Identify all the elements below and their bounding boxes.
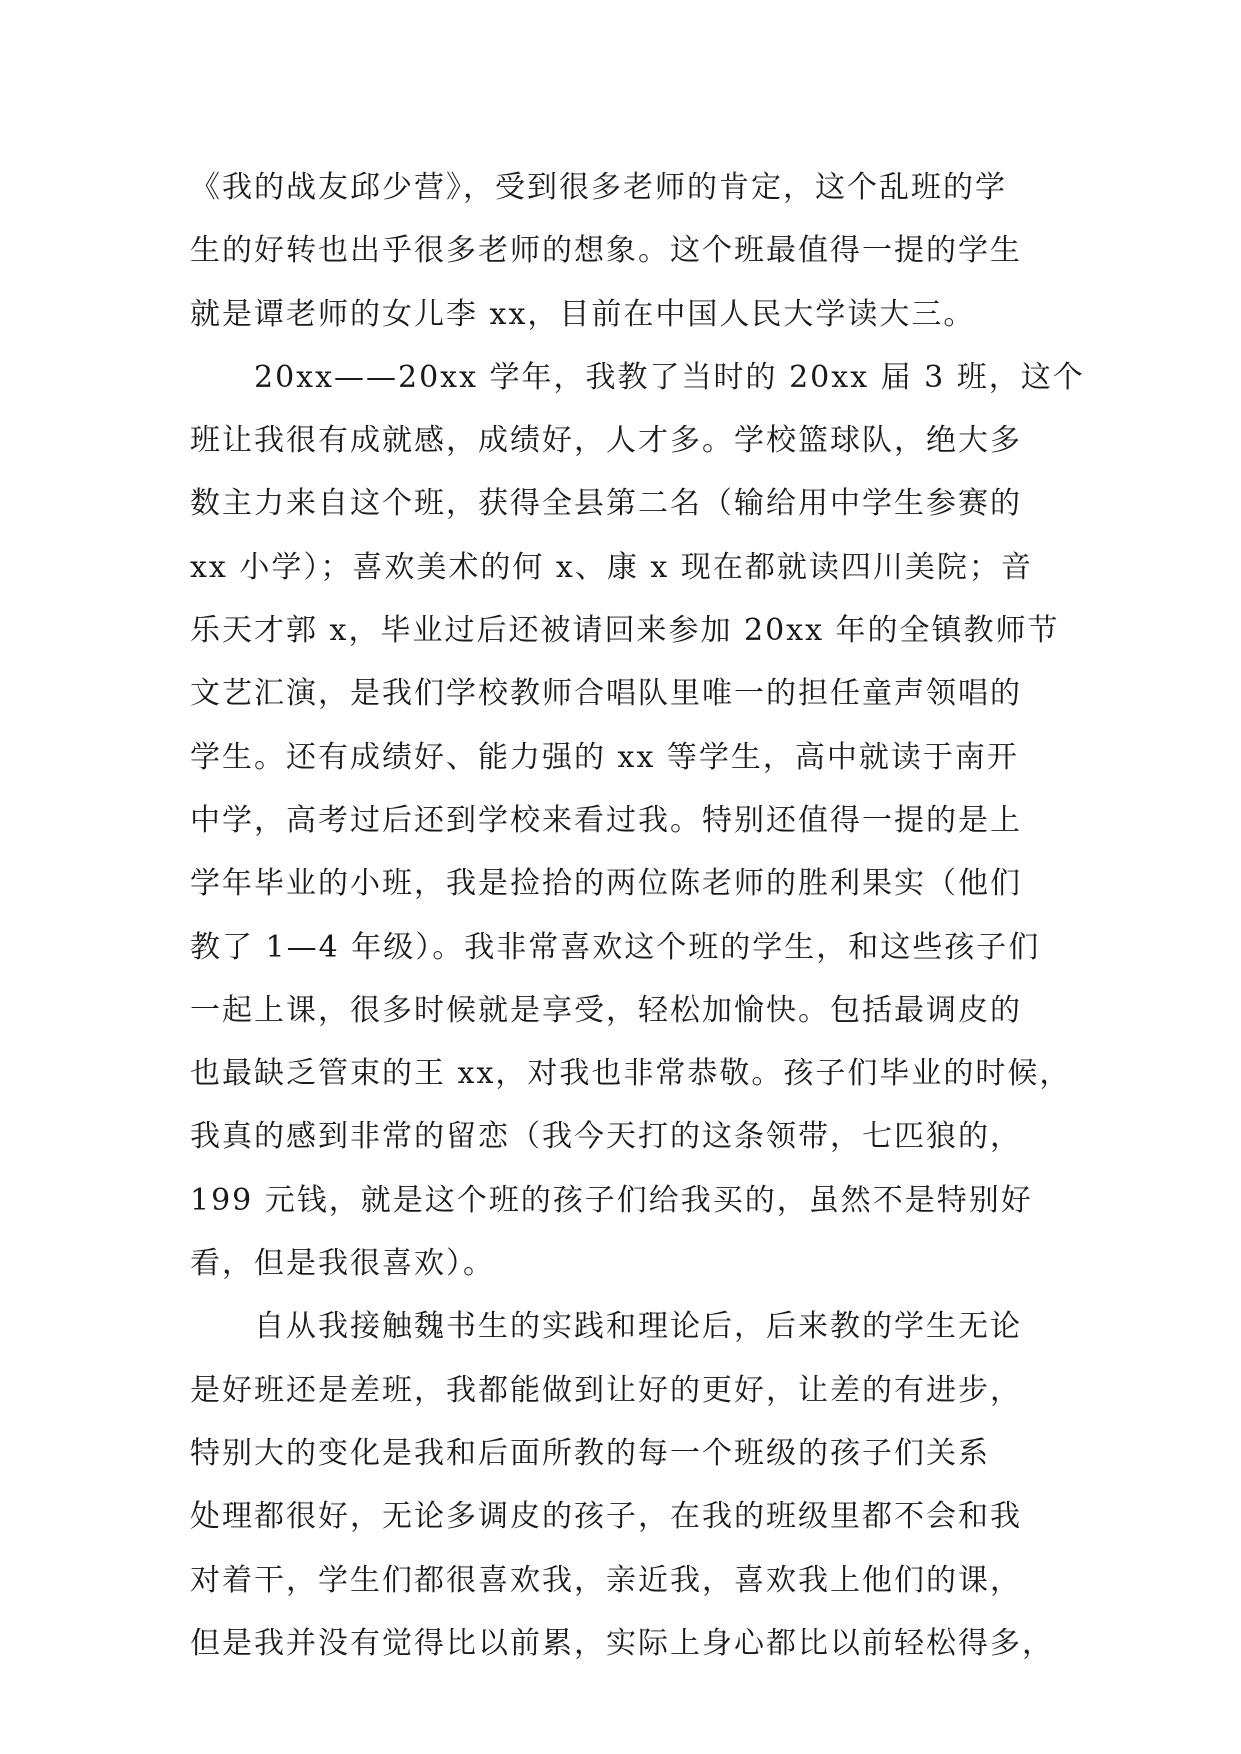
text-line: 我真的感到非常的留恋（我今天打的这条领带，七匹狼的， (190, 1119, 1022, 1155)
text-line: 199 元钱，就是这个班的孩子们给我买的，虽然不是特别好 (190, 1182, 1033, 1218)
text-line: 生的好转也出乎很多老师的想象。这个班最值得一提的学生 (190, 233, 1022, 269)
paragraph-first-line: 20xx——20xx 学年，我教了当时的 20xx 届 3 班，这个 (254, 359, 1085, 395)
text-line: 就是谭老师的女儿李 xx，目前在中国人民大学读大三。 (190, 296, 976, 332)
text-line: xx 小学）；喜欢美术的何 x、康 x 现在都就读四川美院；音 (190, 549, 1033, 585)
text-line: 对着干，学生们都很喜欢我，亲近我，喜欢我上他们的课， (190, 1562, 1022, 1598)
text-line: 处理都很好，无论多调皮的孩子，在我的班级里都不会和我 (190, 1499, 1022, 1535)
body-text (190, 156, 1085, 1675)
text-line: 教了 1—4 年级）。我非常喜欢这个班的学生，和这些孩子们 (190, 929, 1041, 965)
text-line: 学年毕业的小班，我是捡拾的两位陈老师的胜利果实（他们 (190, 866, 1022, 902)
text-line: 是好班还是差班，我都能做到让好的更好，让差的有进步， (190, 1372, 1022, 1408)
text-line: 特别大的变化是我和后面所教的每一个班级的孩子们关系 (190, 1435, 990, 1471)
text-line: 文艺汇演，是我们学校教师合唱队里唯一的担任童声领唱的 (190, 676, 1022, 712)
text-line: 中学，高考过后还到学校来看过我。特别还值得一提的是上 (190, 802, 1022, 838)
paragraph-first-line: 自从我接触魏书生的实践和理论后，后来教的学生无论 (254, 1309, 1022, 1345)
text-line: 数主力来自这个班，获得全县第二名（输给用中学生参赛的 (190, 486, 1022, 522)
text-line: 班让我很有成就感，成绩好，人才多。学校篮球队，绝大多 (190, 423, 1022, 459)
text-line: 也最缺乏管束的王 xx，对我也非常恭敬。孩子们毕业的时候， (190, 1056, 1072, 1092)
text-line: 《我的战友邱少营》，受到很多老师的肯定，这个乱班的学 (190, 170, 1007, 205)
text-line: 但是我并没有觉得比以前累，实际上身心都比以前轻松得多， (190, 1625, 1054, 1661)
text-line: 看，但是我很喜欢）。 (190, 1246, 495, 1282)
text-line: 乐天才郭 x，毕业过后还被请回来参加 20xx 年的全镇教师节 (190, 613, 1060, 649)
text-line: 学生。还有成绩好、能力强的 xx 等学生，高中就读于南开 (190, 739, 1019, 775)
text-line: 一起上课，很多时候就是享受，轻松加愉快。包括最调皮的 (190, 992, 1022, 1028)
